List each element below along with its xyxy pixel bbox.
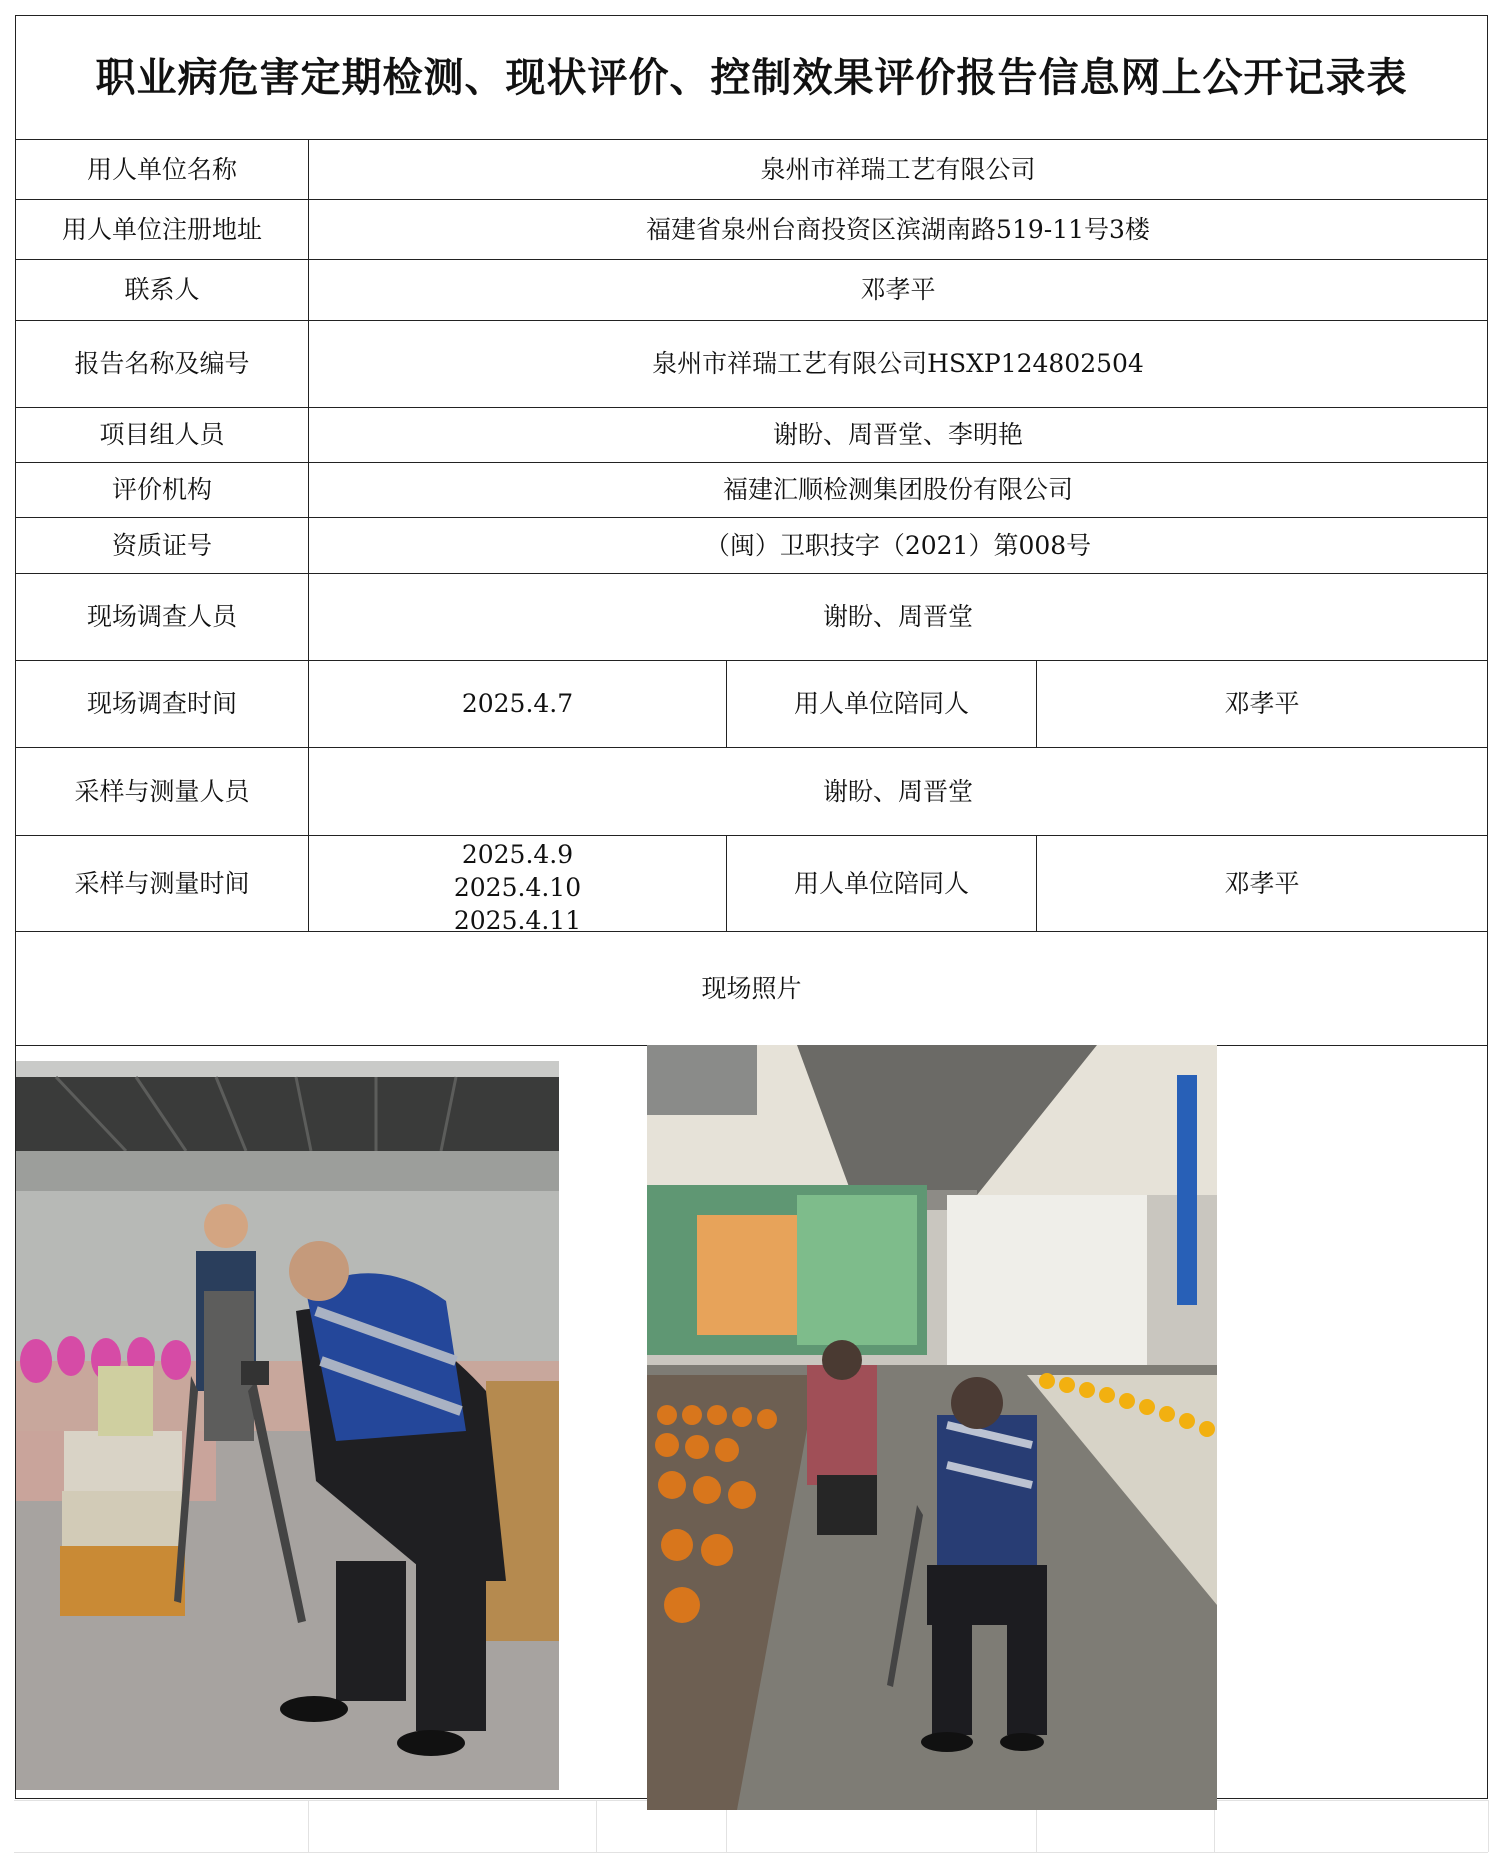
site-photo-spray-booth <box>16 1061 559 1790</box>
page-title: 职业病危害定期检测、现状评价、控制效果评价报告信息网上公开记录表 <box>95 54 1408 101</box>
value-survey-time: 2025.4.7 <box>461 689 574 718</box>
label-site-photos: 现场照片 <box>701 973 802 1003</box>
sampling-date: 2025.4.11 <box>453 906 582 933</box>
value-certificate: （闽）卫职技字（2021）第008号 <box>704 530 1092 560</box>
label-sampling-escort: 用人单位陪同人 <box>793 868 969 898</box>
label-survey-staff: 现场调查人员 <box>86 602 237 631</box>
label-certificate: 资质证号 <box>111 530 212 560</box>
label-agency: 评价机构 <box>111 475 212 504</box>
value-sampling-staff: 谢盼、周晋堂 <box>822 776 973 806</box>
label-contact: 联系人 <box>124 275 200 304</box>
label-survey-escort: 用人单位陪同人 <box>793 689 969 718</box>
site-photo-workshop <box>647 1045 1217 1810</box>
value-employer-address: 福建省泉州台商投资区滨湖南路519-11号3楼 <box>646 214 1150 244</box>
label-report: 报告名称及编号 <box>74 349 250 378</box>
value-sampling-dates <box>309 836 726 933</box>
value-survey-escort: 邓孝平 <box>1224 689 1300 718</box>
value-team: 谢盼、周晋堂、李明艳 <box>772 420 1023 449</box>
value-employer-name: 泉州市祥瑞工艺有限公司 <box>760 154 1036 184</box>
label-sampling-staff: 采样与测量人员 <box>74 776 250 806</box>
sampling-date: 2025.4.9 <box>461 840 574 869</box>
label-employer-name: 用人单位名称 <box>86 154 237 184</box>
value-survey-staff: 谢盼、周晋堂 <box>822 602 973 631</box>
label-sampling-time: 采样与测量时间 <box>74 868 250 898</box>
label-survey-time: 现场调查时间 <box>86 689 237 718</box>
label-team: 项目组人员 <box>99 420 225 449</box>
value-agency: 福建汇顺检测集团股份有限公司 <box>722 475 1073 504</box>
value-sampling-escort: 邓孝平 <box>1224 868 1300 898</box>
label-employer-address: 用人单位注册地址 <box>61 214 262 244</box>
value-report: 泉州市祥瑞工艺有限公司HSXP124802504 <box>652 349 1144 378</box>
sampling-date: 2025.4.10 <box>453 873 582 902</box>
value-contact: 邓孝平 <box>860 275 936 304</box>
